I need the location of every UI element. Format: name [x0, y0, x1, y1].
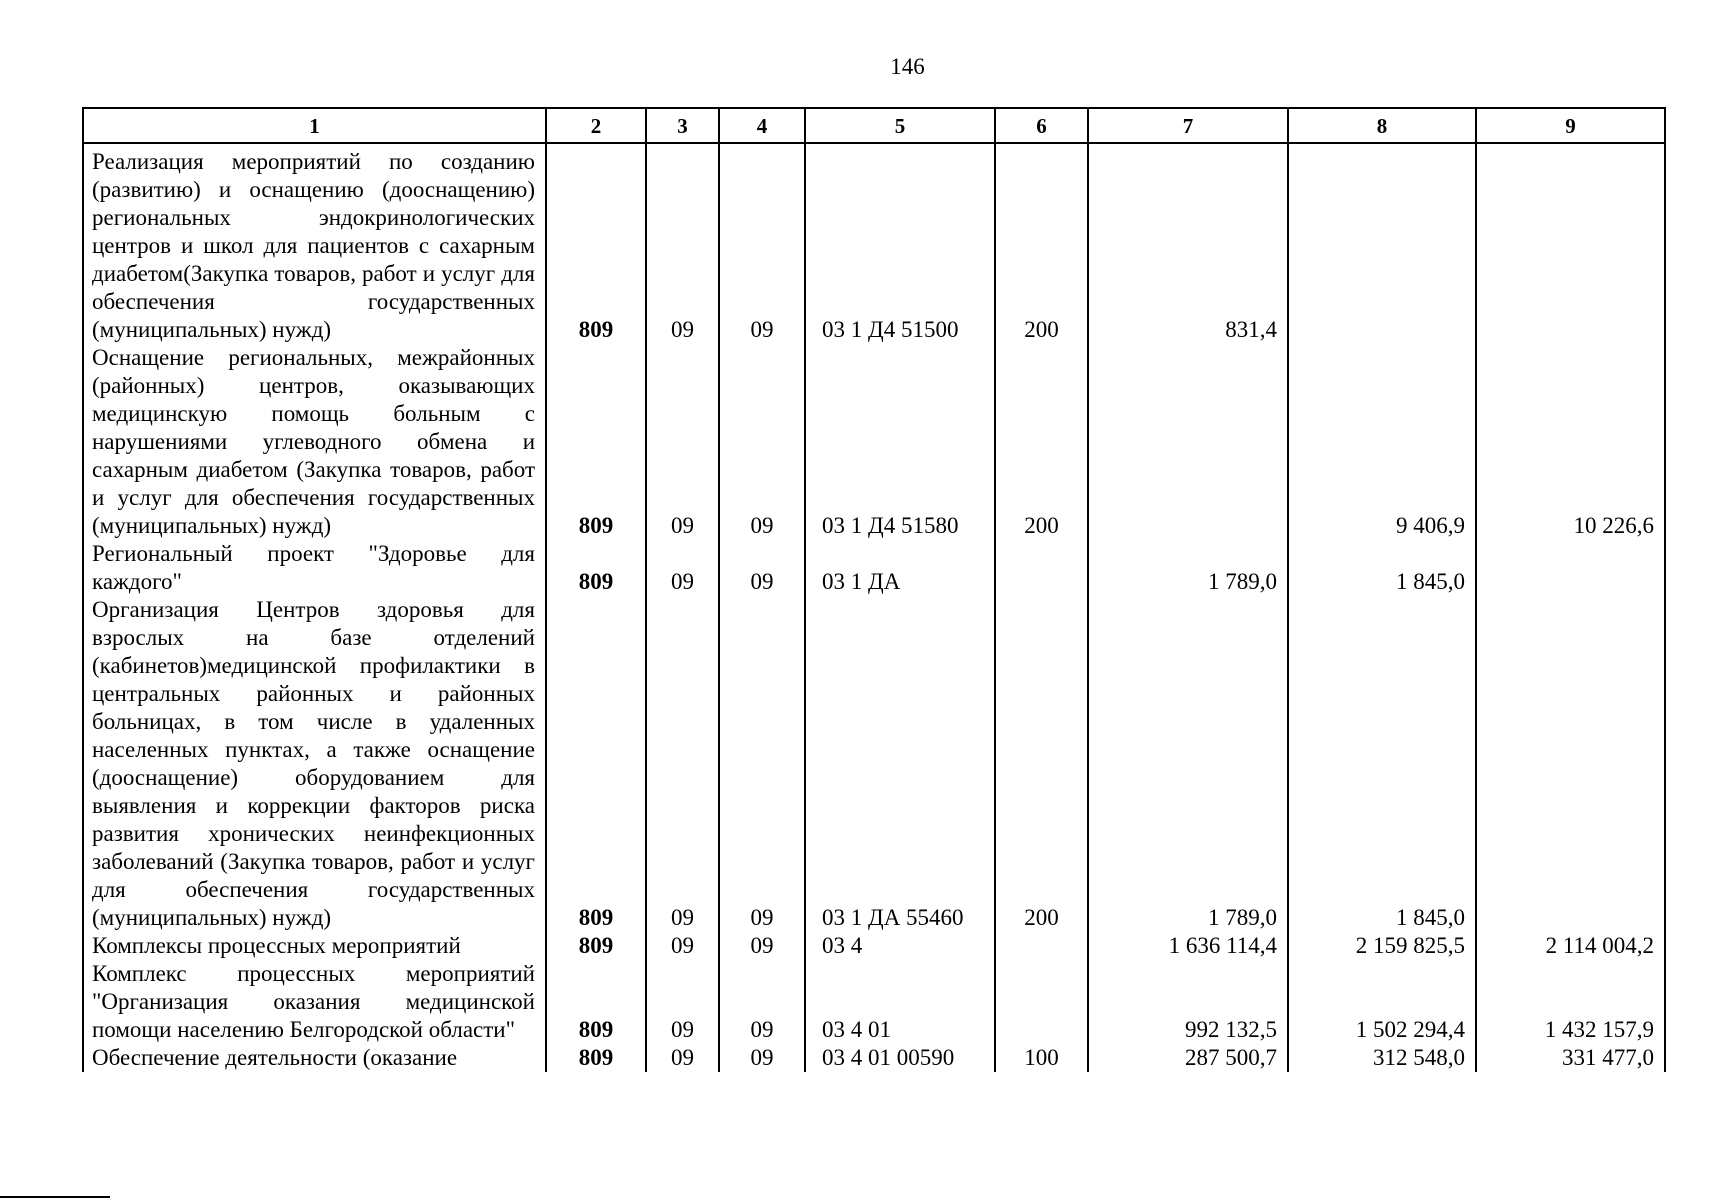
header-col-9: 9	[1476, 108, 1665, 143]
row-description: Региональный проект "Здоровье для каждого"	[83, 540, 546, 596]
row-description: Комплекс процессных мероприятий "Организация оказания медицинской помощи населению Белгородской области"	[83, 960, 546, 1044]
target-article-code: 03 1 Д4 51500	[805, 143, 995, 344]
row-description: Организация Центров здоровья для взрослых на базе отделений (кабинетов)медицинской профилактики в центральных районных и районных больницах, в том числе в удаленных населенных пунктах, а также оснащение (дооснащение) оборудованием для выявления и коррекции факторов риска развития хронических неинфекционных заболеваний (Закупка товаров, работ и услуг для обеспечения государственных (муниципальных) нужд)	[83, 596, 546, 932]
header-col-4: 4	[719, 108, 805, 143]
expense-type-code: 100	[995, 1044, 1088, 1072]
target-article-code: 03 1 ДА 55460	[805, 596, 995, 932]
amount-col-8: 312 548,0	[1288, 1044, 1476, 1072]
subsection-code: 09	[719, 932, 805, 960]
amount-col-9: 10 226,6	[1476, 344, 1665, 540]
table-row	[83, 596, 1665, 932]
section-code: 09	[646, 540, 719, 596]
amount-col-9	[1476, 540, 1665, 596]
row-description: Реализация мероприятий по созданию (развитию) и оснащению (дооснащению) региональных эндокринологических центров и школ для пациентов с сахарным диабетом(Закупка товаров, работ и услуг для обеспечения государственных (муниципальных) нужд)	[83, 143, 546, 344]
section-code: 09	[646, 596, 719, 932]
amount-col-8: 9 406,9	[1288, 344, 1476, 540]
row-description: Оснащение региональных, межрайонных (районных) центров, оказывающих медицинскую помощь больным с нарушениями углеводного обмена и сахарным диабетом (Закупка товаров, работ и услуг для обеспечения государственных (муниципальных) нужд)	[83, 344, 546, 540]
amount-col-7: 1 789,0	[1088, 596, 1288, 932]
amount-col-9	[1476, 143, 1665, 344]
target-article-code: 03 4 01 00590	[805, 1044, 995, 1072]
amount-col-8: 2 159 825,5	[1288, 932, 1476, 960]
subsection-code: 09	[719, 960, 805, 1044]
amount-col-7: 287 500,7	[1088, 1044, 1288, 1072]
table-row	[83, 1044, 1665, 1072]
ministry-code: 809	[546, 960, 646, 1044]
target-article-code: 03 4	[805, 932, 995, 960]
subsection-code: 09	[719, 344, 805, 540]
ministry-code: 809	[546, 143, 646, 344]
amount-col-7	[1088, 344, 1288, 540]
target-article-code: 03 1 Д4 51580	[805, 344, 995, 540]
section-code: 09	[646, 143, 719, 344]
expense-type-code	[995, 540, 1088, 596]
header-col-1: 1	[83, 108, 546, 143]
section-code: 09	[646, 344, 719, 540]
table-row	[83, 344, 1665, 540]
subsection-code: 09	[719, 143, 805, 344]
amount-col-7: 1 636 114,4	[1088, 932, 1288, 960]
table-row	[83, 143, 1665, 344]
subsection-code: 09	[719, 1044, 805, 1072]
budget-table	[82, 107, 1666, 1072]
header-row	[83, 108, 1665, 143]
amount-col-7: 992 132,5	[1088, 960, 1288, 1044]
subsection-code: 09	[719, 540, 805, 596]
expense-type-code: 200	[995, 344, 1088, 540]
row-description: Обеспечение деятельности (оказание	[83, 1044, 546, 1072]
amount-col-7: 1 789,0	[1088, 540, 1288, 596]
amount-col-9: 331 477,0	[1476, 1044, 1665, 1072]
amount-col-7: 831,4	[1088, 143, 1288, 344]
section-code: 09	[646, 1044, 719, 1072]
table-row	[83, 960, 1665, 1044]
expense-type-code: 200	[995, 596, 1088, 932]
row-description: Комплексы процессных мероприятий	[83, 932, 546, 960]
ministry-code: 809	[546, 932, 646, 960]
footnote-rule	[0, 1196, 110, 1198]
amount-col-8: 1 502 294,4	[1288, 960, 1476, 1044]
amount-col-8: 1 845,0	[1288, 596, 1476, 932]
amount-col-9	[1476, 596, 1665, 932]
header-col-2: 2	[546, 108, 646, 143]
subsection-code: 09	[719, 596, 805, 932]
page-number: 146	[890, 54, 925, 79]
header-col-5: 5	[805, 108, 995, 143]
header-col-3: 3	[646, 108, 719, 143]
target-article-code: 03 4 01	[805, 960, 995, 1044]
expense-type-code	[995, 960, 1088, 1044]
ministry-code: 809	[546, 596, 646, 932]
amount-col-8: 1 845,0	[1288, 540, 1476, 596]
header-col-8: 8	[1288, 108, 1476, 143]
amount-col-9: 1 432 157,9	[1476, 960, 1665, 1044]
header-col-7: 7	[1088, 108, 1288, 143]
expense-type-code	[995, 932, 1088, 960]
amount-col-9: 2 114 004,2	[1476, 932, 1665, 960]
ministry-code: 809	[546, 540, 646, 596]
section-code: 09	[646, 960, 719, 1044]
ministry-code: 809	[546, 344, 646, 540]
header-col-6: 6	[995, 108, 1088, 143]
ministry-code: 809	[546, 1044, 646, 1072]
target-article-code: 03 1 ДА	[805, 540, 995, 596]
table-row	[83, 932, 1665, 960]
amount-col-8	[1288, 143, 1476, 344]
expense-type-code: 200	[995, 143, 1088, 344]
table-row	[83, 540, 1665, 596]
section-code: 09	[646, 932, 719, 960]
